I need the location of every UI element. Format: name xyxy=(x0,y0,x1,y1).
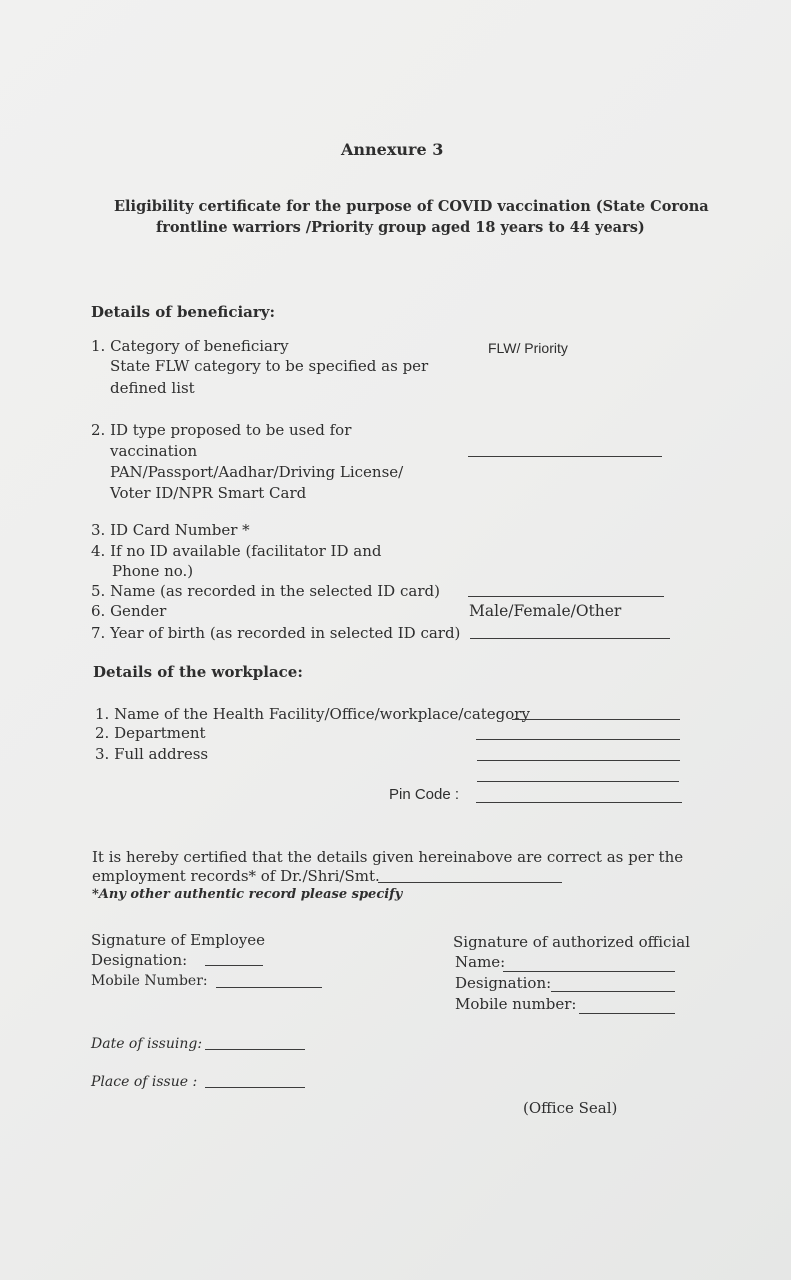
office-seal-label: (Office Seal) xyxy=(523,1099,618,1117)
item4-line1: 4. If no ID available (facilitator ID and xyxy=(91,542,382,560)
pin-code-blank-line xyxy=(476,802,682,803)
date-of-issuing-line xyxy=(205,1049,305,1050)
item2-line2: vaccination xyxy=(110,442,198,460)
item3: 3. ID Card Number * xyxy=(91,521,250,539)
employee-designation-line xyxy=(205,965,263,966)
category-value: FLW/ Priority xyxy=(488,340,568,356)
department-blank-line xyxy=(476,739,680,740)
item6: 6. Gender xyxy=(91,602,167,620)
item4-line2: Phone no.) xyxy=(112,562,194,580)
id-type-blank-line xyxy=(468,456,662,457)
certification-line2: employment records* of Dr./Shri/Smt. xyxy=(92,867,380,885)
beneficiary-heading: Details of beneficiary: xyxy=(91,303,276,321)
item5: 5. Name (as recorded in the selected ID card) xyxy=(91,582,440,600)
certification-note: *Any other authentic record please specify xyxy=(92,887,403,902)
name-blank-line xyxy=(468,596,664,597)
official-signature: Signature of authorized official xyxy=(453,933,690,951)
official-designation: Designation: xyxy=(455,974,552,992)
official-mobile-line xyxy=(579,1013,675,1014)
employee-mobile-line xyxy=(216,987,322,988)
birth-year-blank-line xyxy=(470,638,670,639)
item2-line1: 2. ID type proposed to be used for xyxy=(91,421,352,439)
item2-line3: PAN/Passport/Aadhar/Driving License/ xyxy=(110,463,404,481)
official-mobile: Mobile number: xyxy=(455,995,577,1013)
date-of-issuing: Date of issuing: xyxy=(91,1036,203,1052)
title-line-2: frontline warriors /Priority group aged 18 years to 44 years) xyxy=(156,219,645,236)
facility-blank-line xyxy=(512,719,680,720)
item1-line1: 1. Category of beneficiary xyxy=(91,337,289,355)
employee-signature: Signature of Employee xyxy=(91,931,265,949)
certification-line1: It is hereby certified that the details given hereinabove are correct as per the xyxy=(92,848,684,866)
official-designation-line xyxy=(551,991,675,992)
employee-mobile: Mobile Number: xyxy=(91,973,208,989)
address-blank-line-1 xyxy=(477,760,680,761)
workplace-item3: 3. Full address xyxy=(95,745,209,763)
pin-code-label: Pin Code : xyxy=(389,786,460,803)
gender-value: Male/Female/Other xyxy=(469,602,622,620)
place-of-issue: Place of issue : xyxy=(91,1074,198,1090)
place-of-issue-line xyxy=(205,1087,305,1088)
annexure-label: Annexure 3 xyxy=(341,140,444,159)
workplace-heading: Details of the workplace: xyxy=(93,663,303,681)
address-blank-line-2 xyxy=(477,781,679,782)
item7: 7. Year of birth (as recorded in selected ID card) xyxy=(91,624,461,642)
workplace-item2: 2. Department xyxy=(95,724,206,742)
item2-line4: Voter ID/NPR Smart Card xyxy=(110,484,307,502)
official-name: Name: xyxy=(455,953,506,971)
official-name-line xyxy=(503,971,675,972)
title-line-1: Eligibility certificate for the purpose of COVID vaccination (State Corona xyxy=(114,198,709,215)
employer-name-blank-line xyxy=(378,882,562,883)
workplace-item1: 1. Name of the Health Facility/Office/workplace/category xyxy=(95,705,530,723)
employee-designation: Designation: xyxy=(91,951,188,969)
item1-line2: State FLW category to be specified as per xyxy=(110,357,429,375)
item1-line3: defined list xyxy=(110,379,195,397)
